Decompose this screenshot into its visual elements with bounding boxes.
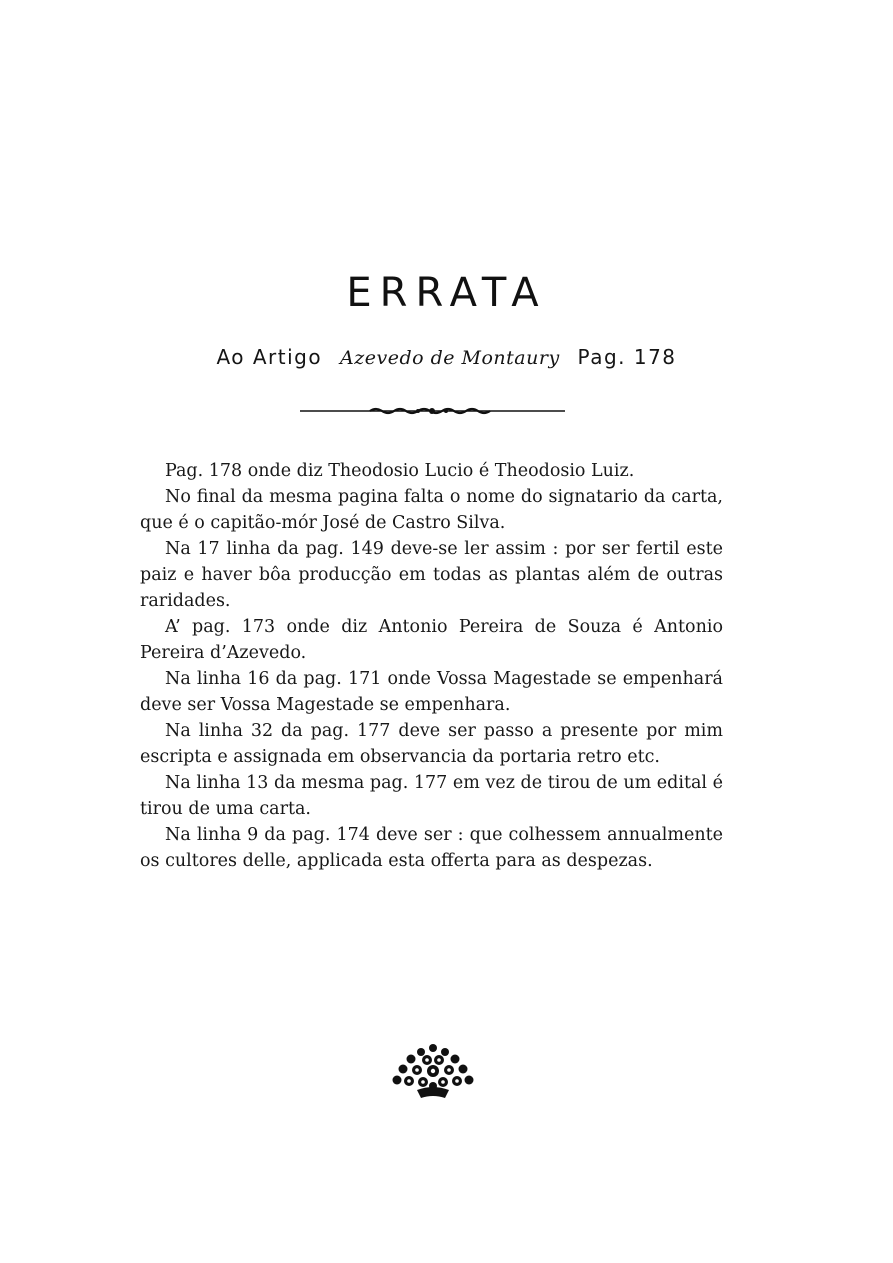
errata-list [140,458,723,874]
article-page: Pag. 178 [577,345,677,369]
errata-entry: Na linha 16 da pag. 171 onde Vossa Magestade se empenhará deve ser Vossa Magestade se empenhara. [140,669,723,715]
errata-entry: Na linha 13 da mesma pag. 177 em vez de tirou de um edital é tirou de uma carta. [140,773,723,819]
article-reference [0,343,893,372]
article-prefix: Ao Artigo [216,345,323,369]
errata-entry: Na linha 32 da pag. 177 deve ser passo a presente por mim escripta e assignada em observancia da portaria retro etc. [140,721,723,767]
errata-entry: Na 17 linha da pag. 149 deve-se ler assim : por ser fertil este paiz e haver bôa producção em todas as plantas além de outras raridades. [140,539,723,611]
errata-entry: A’ pag. 173 onde diz Antonio Pereira de Souza é Antonio Pereira d’Azevedo. [140,617,723,663]
page-title: ERRATA [346,270,547,316]
ornamental-divider [300,405,565,417]
errata-entry: Pag. 178 onde diz Theodosio Lucio é Theodosio Luiz. [165,461,635,481]
errata-entry: No final da mesma pagina falta o nome do signatario da carta, que é o capitão-mór José de Castro Silva. [140,487,723,533]
floral-ornament-icon [387,1042,479,1102]
article-author: Azevedo de Montaury [339,347,560,369]
errata-entry: Na linha 9 da pag. 174 deve ser : que colhessem annualmente os cultores delle, applicada esta offerta para as despezas. [140,825,723,871]
